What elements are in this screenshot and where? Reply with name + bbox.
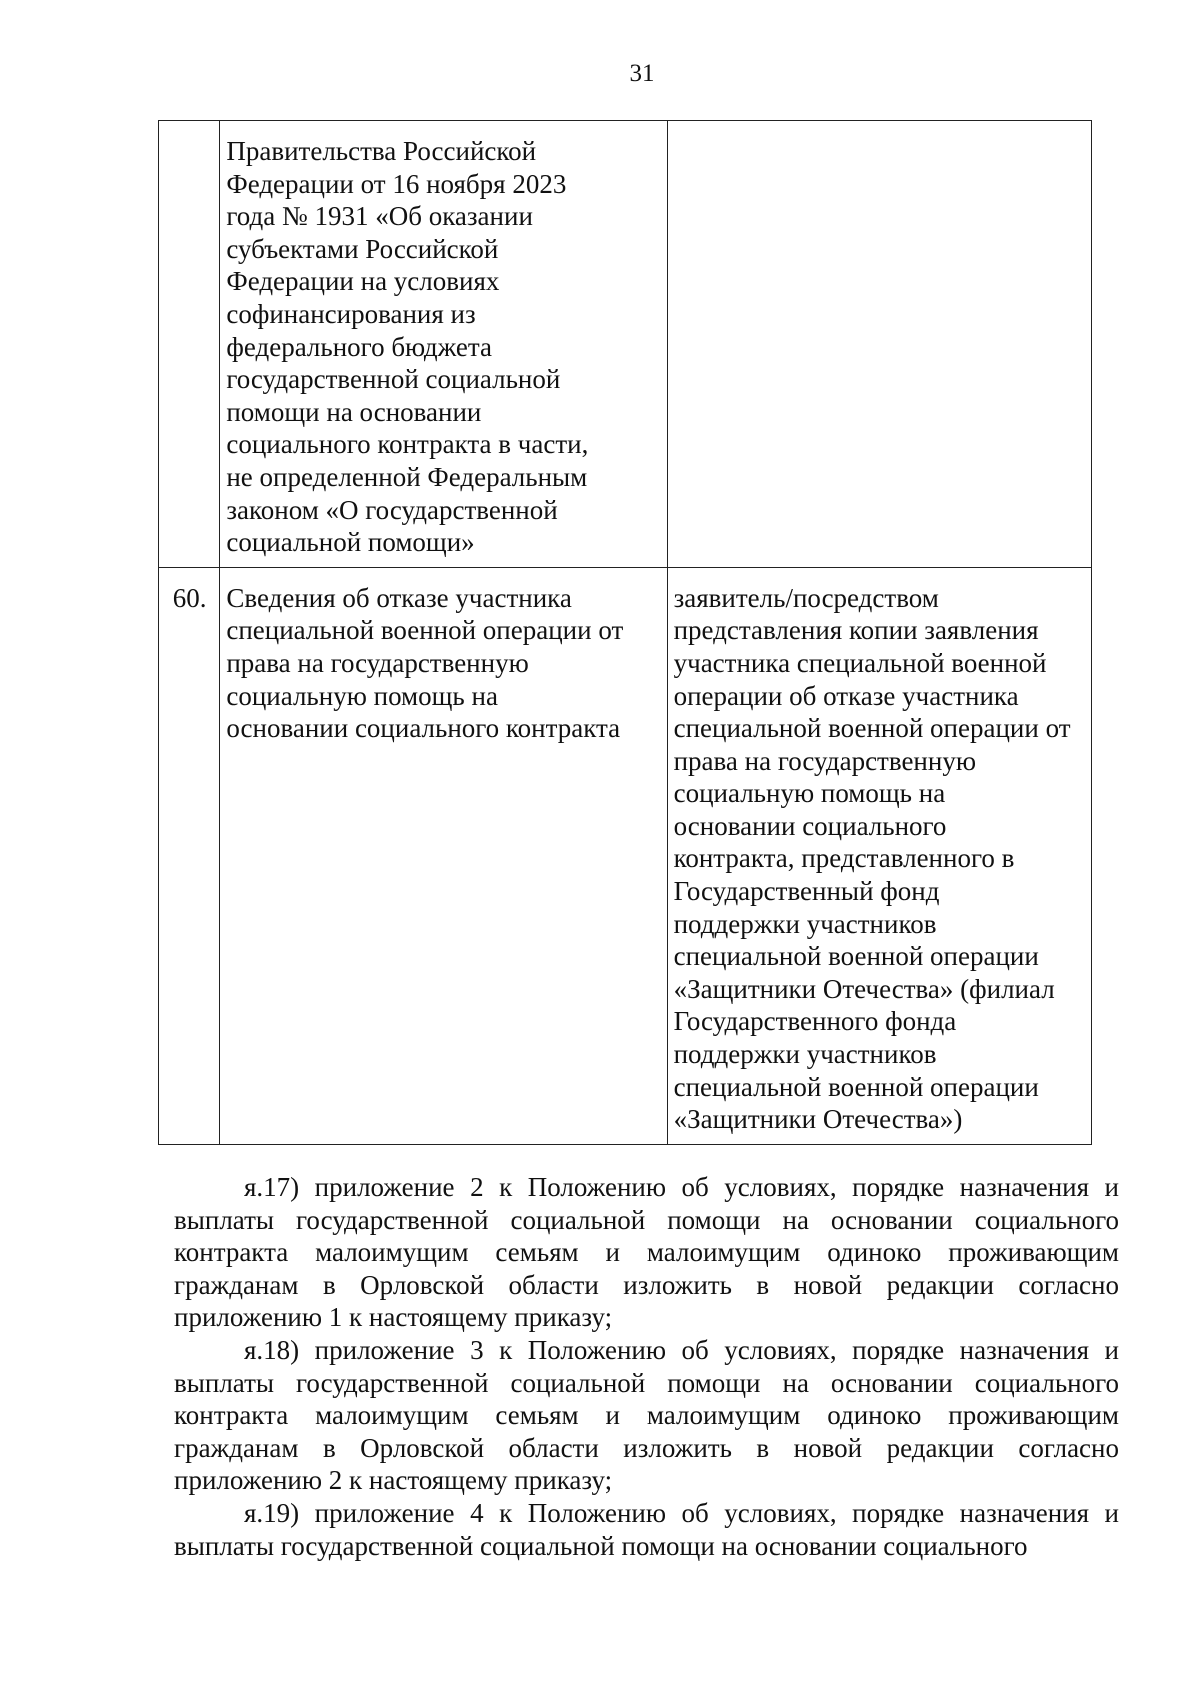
document-name-cell: Правительства Российской Федерации от 16 ноября 2023 года № 1931 «Об оказании субъектами Российской Федерации на условиях софинансирования из федерального бюджета государственной социальной помощи на основании социального контракта в части, не определенной Федеральным законом «О государственной социальной помощи»	[220, 121, 667, 568]
document-name-cell: Сведения об отказе участника специальной военной операции от права на государственную социальную помощь на основании социального контракта	[220, 567, 667, 1144]
paragraph: я.18) приложение 3 к Положению об условиях, порядке назначения и выплаты государственной социальной помощи на основании социального контракта малоимущим семьям и малоимущим одиноко проживающим гражданам в Орловской области изложить в новой редакции согласно приложению 2 к настоящему приказу;	[174, 1334, 1119, 1496]
paragraph: я.19) приложение 4 к Положению об условиях, порядке назначения и выплаты государственной социальной помощи на основании социального	[174, 1497, 1119, 1561]
table-row	[159, 567, 1092, 1144]
table-row	[159, 121, 1092, 568]
page-number: 31	[629, 60, 655, 87]
source-cell	[667, 121, 1091, 568]
body-text	[174, 1171, 1119, 1562]
row-number-cell: 60.	[159, 567, 220, 1144]
source-cell: заявитель/посредством представления копии заявления участника специальной военной операции об отказе участника специальной военной операции от права на государственную социальную помощь на основании социального контракта, представленного в Государственный фонд поддержки участников специальной военной операции «Защитники Отечества» (филиал Государственного фонда поддержки участников специальной военной операции «Защитники Отечества»)	[667, 567, 1091, 1144]
paragraph: я.17) приложение 2 к Положению об условиях, порядке назначения и выплаты государственной социальной помощи на основании социального контракта малоимущим семьям и малоимущим одиноко проживающим гражданам в Орловской области изложить в новой редакции согласно приложению 1 к настоящему приказу;	[174, 1172, 1119, 1333]
row-number-cell	[159, 121, 220, 568]
document-table	[158, 120, 1092, 1145]
